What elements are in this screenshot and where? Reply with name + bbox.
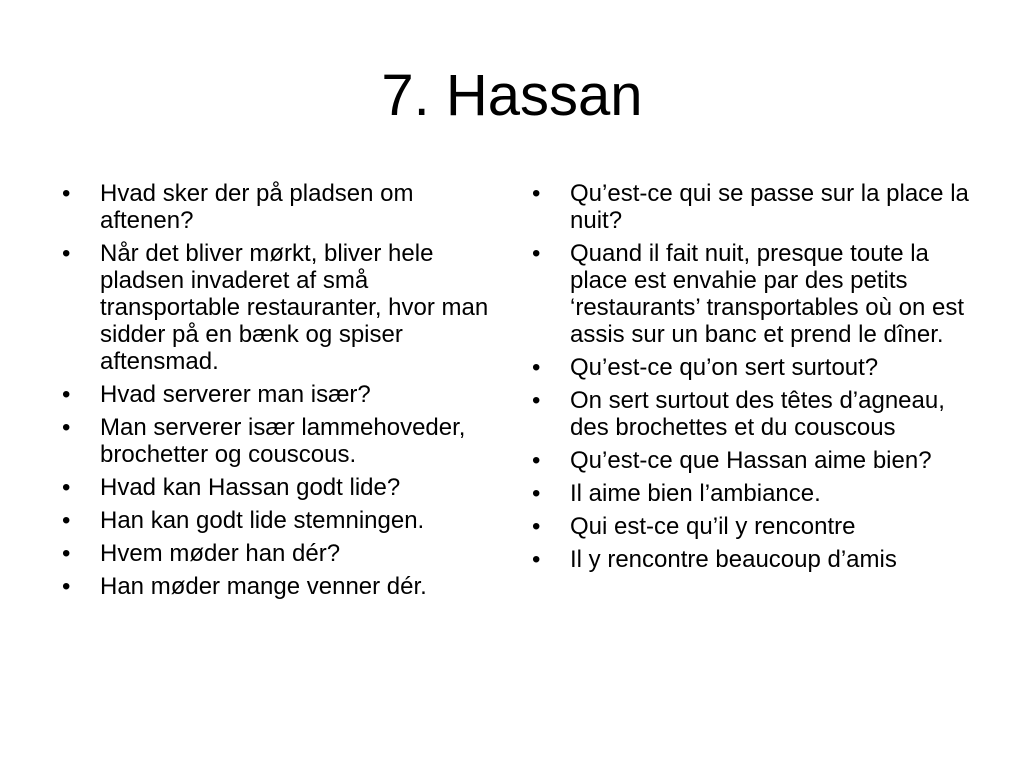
bullet-text: Hvem møder han dér? bbox=[100, 540, 341, 567]
bullet-item bbox=[62, 507, 498, 534]
bullet-icon: • bbox=[532, 240, 541, 267]
bullet-icon: • bbox=[532, 387, 541, 414]
bullet-icon: • bbox=[62, 240, 71, 267]
bullet-item bbox=[62, 474, 498, 501]
bullet-icon: • bbox=[532, 546, 541, 573]
bullet-text: Man serverer især lammehoveder, brochetter og couscous. bbox=[100, 414, 466, 468]
bullet-icon: • bbox=[532, 180, 541, 207]
bullet-icon: • bbox=[532, 513, 541, 540]
bullet-item bbox=[62, 180, 498, 234]
bullet-text: Hvad kan Hassan godt lide? bbox=[100, 474, 401, 501]
bullet-item bbox=[62, 381, 498, 408]
bullet-text: Hvad serverer man især? bbox=[100, 381, 371, 408]
bullet-text: Qu’est-ce qu’on sert surtout? bbox=[570, 354, 879, 381]
bullet-text: Han kan godt lide stemningen. bbox=[100, 507, 425, 534]
bullet-text: Qui est-ce qu’il y rencontre bbox=[570, 513, 856, 540]
bullet-icon: • bbox=[62, 381, 71, 408]
bullet-text: Il aime bien l’ambiance. bbox=[570, 480, 821, 507]
bullet-item bbox=[532, 354, 972, 381]
danish-bullet-list bbox=[62, 180, 498, 606]
bullet-icon: • bbox=[62, 573, 71, 600]
bullet-text: Il y rencontre beaucoup d’amis bbox=[570, 546, 897, 573]
bullet-text: Qu’est-ce que Hassan aime bien? bbox=[570, 447, 932, 474]
bullet-item bbox=[532, 480, 972, 507]
bullet-icon: • bbox=[62, 474, 71, 501]
bullet-icon: • bbox=[62, 540, 71, 567]
bullet-icon: • bbox=[62, 180, 71, 207]
bullet-text: On sert surtout des têtes d’agneau, des brochettes et du couscous bbox=[570, 387, 945, 441]
bullet-item bbox=[532, 513, 972, 540]
bullet-icon: • bbox=[532, 447, 541, 474]
bullet-item bbox=[62, 414, 498, 468]
french-bullet-list bbox=[532, 180, 972, 579]
bullet-item bbox=[532, 387, 972, 441]
bullet-text: Han møder mange venner dér. bbox=[100, 573, 427, 600]
bullet-icon: • bbox=[62, 414, 71, 441]
bullet-icon: • bbox=[62, 507, 71, 534]
slide-title: 7. Hassan bbox=[381, 63, 643, 128]
bullet-text: Hvad sker der på pladsen om aftenen? bbox=[100, 180, 414, 234]
bullet-item bbox=[532, 180, 972, 234]
bullet-item bbox=[532, 240, 972, 348]
bullet-item bbox=[532, 546, 972, 573]
bullet-item bbox=[62, 540, 498, 567]
bullet-icon: • bbox=[532, 354, 541, 381]
bullet-icon: • bbox=[532, 480, 541, 507]
bullet-item bbox=[62, 573, 498, 600]
bullet-item bbox=[532, 447, 972, 474]
bullet-text: Quand il fait nuit, presque toute la place est envahie par des petits ‘restaurants’ transportables où on est assis sur un banc et prend le dîner. bbox=[570, 240, 964, 348]
bullet-text: Qu’est-ce qui se passe sur la place la nuit? bbox=[570, 180, 969, 234]
bullet-item bbox=[62, 240, 498, 375]
bullet-text: Når det bliver mørkt, bliver hele pladsen invaderet af små transportable restauranter, hvor man sidder på en bænk og spiser aftensmad. bbox=[100, 240, 489, 375]
